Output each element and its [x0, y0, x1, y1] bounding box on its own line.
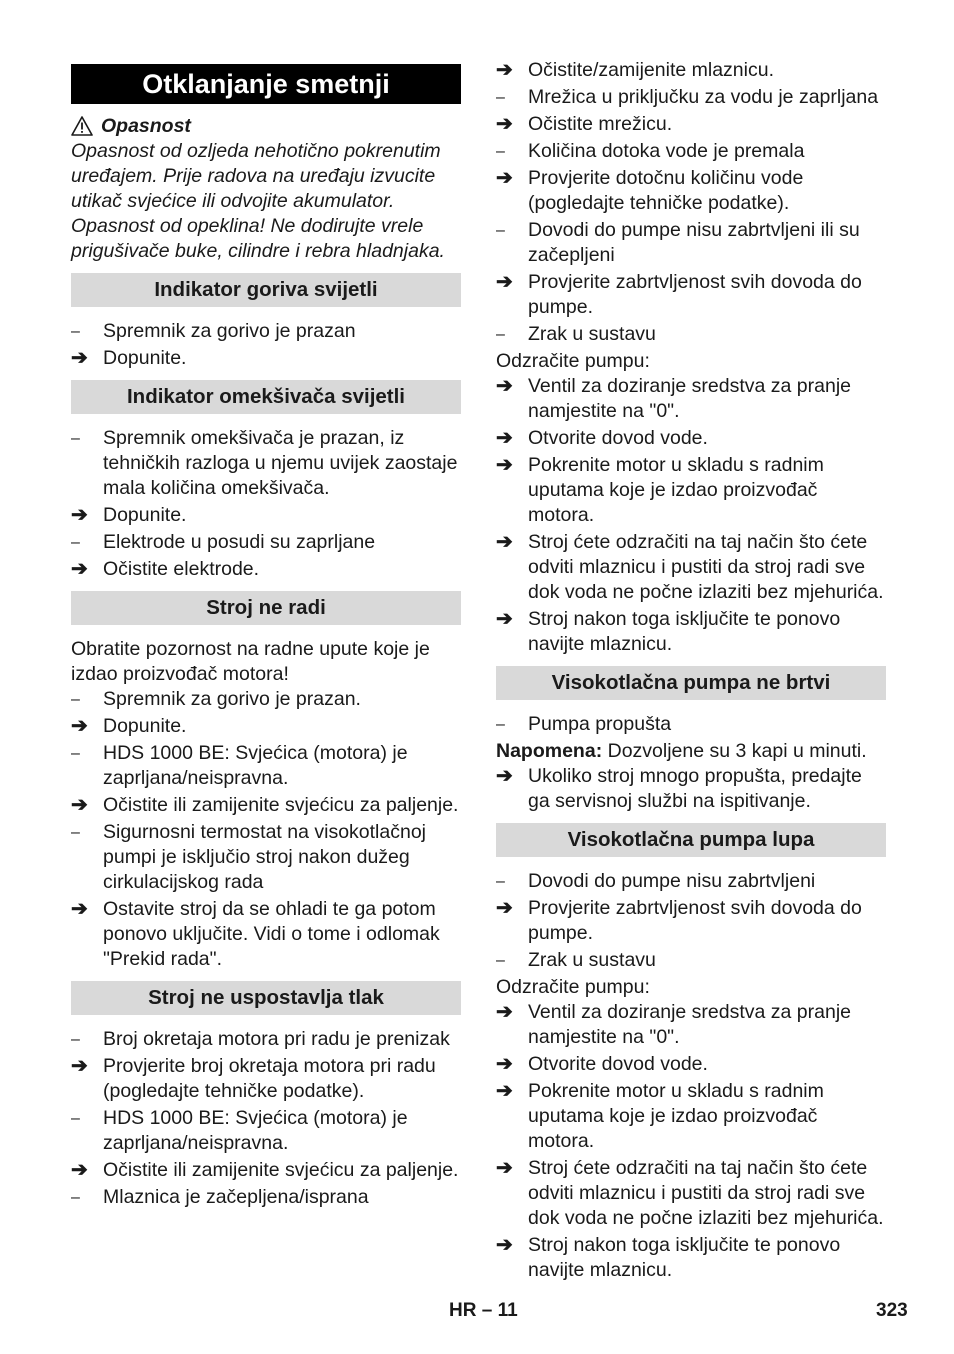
action-item	[71, 503, 461, 528]
cause-item	[71, 1185, 461, 1210]
action-item	[71, 793, 461, 818]
arrow-right-icon: ➔	[71, 794, 88, 816]
arrow-right-icon: ➔	[496, 1080, 513, 1102]
warning-label: Opasnost	[101, 114, 191, 137]
arrow-right-icon: ➔	[496, 1053, 513, 1075]
list-item-text: Ventil za doziranje sredstva za pranje namjestite na "0".	[528, 1001, 852, 1048]
dash-icon: –	[71, 430, 80, 447]
paragraph: Odzračite pumpu:	[496, 350, 650, 372]
cause-item	[71, 1027, 461, 1052]
dash-icon: –	[71, 824, 80, 841]
cause-item	[496, 712, 886, 737]
cause-item	[496, 869, 886, 894]
dash-icon: –	[496, 873, 505, 890]
arrow-right-icon: ➔	[496, 1001, 513, 1023]
cause-item	[71, 426, 461, 501]
section-title: Indikator goriva svijetli	[71, 273, 461, 307]
note-text: Dozvoljene su 3 kapi u minuti.	[602, 740, 867, 762]
footer-section-label: HR – 11	[449, 1300, 518, 1321]
list-item-text: Spremnik omekšivača je prazan, iz tehničkih razloga u njemu uvijek zaostaje mala količina omekšivača.	[103, 427, 458, 499]
arrow-right-icon: ➔	[496, 427, 513, 449]
right-sections	[496, 666, 886, 1283]
cause-item	[496, 139, 886, 164]
list-item-text: Mrežica u priključku za vodu je zaprljana	[528, 86, 879, 108]
list-item-text: Provjerite zabrtvljenost svih dovoda do pumpe.	[528, 897, 862, 944]
action-item	[71, 1054, 461, 1104]
action-item	[496, 1052, 886, 1077]
list-item-text: Očistite elektrode.	[103, 558, 260, 580]
list-item-text: Spremnik za gorivo je prazan.	[103, 688, 361, 710]
list-item-text: Stroj ćete odzračiti na taj način što ćete odviti mlaznicu i pustiti da stroj radi sve dok voda ne počne izlaziti bez mjehurića.	[528, 531, 884, 603]
list-item-text: Spremnik za gorivo je prazan	[103, 320, 356, 342]
paragraph: Obratite pozornost na radne upute koje je izdao proizvođač motora!	[71, 638, 430, 685]
cause-item	[71, 319, 461, 344]
left-sections	[71, 273, 461, 1210]
list-item-text: Elektrode u posudi su zaprljane	[103, 531, 376, 553]
list-item-text: Očistite ili zamijenite svjećicu za paljenje.	[103, 794, 459, 816]
action-item	[71, 557, 461, 582]
list-item-text: Ventil za doziranje sredstva za pranje namjestite na "0".	[528, 375, 852, 422]
list-item-text: Očistite mrežicu.	[528, 113, 673, 135]
list-item-text: Provjerite broj okretaja motora pri radu (pogledajte tehničke podatke).	[103, 1055, 436, 1102]
action-item	[71, 714, 461, 739]
cause-item	[71, 687, 461, 712]
list-item-text: Pokrenite motor u skladu s radnim uputama koje je izdao proizvođač motora.	[528, 454, 824, 526]
section-title: Stroj ne uspostavlja tlak	[71, 981, 461, 1015]
list-item-text: Otvorite dovod vode.	[528, 1053, 708, 1075]
dash-icon: –	[71, 1110, 80, 1127]
arrow-right-icon: ➔	[71, 558, 88, 580]
dash-icon: –	[71, 323, 80, 340]
action-item	[496, 607, 886, 657]
list-item-text: Pokrenite motor u skladu s radnim uputama koje je izdao proizvođač motora.	[528, 1080, 824, 1152]
dash-icon: –	[496, 89, 505, 106]
warning-triangle-icon	[71, 116, 93, 136]
list-item-text: Stroj ćete odzračiti na taj način što ćete odviti mlaznicu i pustiti da stroj radi sve dok voda ne počne izlaziti bez mjehurića.	[528, 1157, 884, 1229]
section-title: Visokotlačna pumpa lupa	[496, 823, 886, 857]
list-item-text: Dopunite.	[103, 715, 187, 737]
note-label: Napomena:	[496, 740, 603, 762]
footer-page-number: 323	[876, 1300, 908, 1321]
list-item-text: HDS 1000 BE: Svjećica (motora) je zaprljana/neispravna.	[103, 742, 408, 789]
dash-icon: –	[496, 326, 505, 343]
left-column	[71, 62, 461, 1212]
section-title: Stroj ne radi	[71, 591, 461, 625]
arrow-right-icon: ➔	[496, 271, 513, 293]
arrow-right-icon: ➔	[71, 1159, 88, 1181]
list-item-text: Ukoliko stroj mnogo propušta, predajte ga servisnoj službi na ispitivanje.	[528, 765, 862, 812]
cause-item	[496, 85, 886, 110]
action-item	[496, 374, 886, 424]
list-item-text: Stroj nakon toga isključite te ponovo navijte mlaznicu.	[528, 608, 841, 655]
paragraph: Odzračite pumpu:	[496, 976, 650, 998]
dash-icon: –	[496, 222, 505, 239]
dash-icon: –	[71, 691, 80, 708]
dash-icon: –	[71, 745, 80, 762]
dash-icon: –	[496, 143, 505, 160]
action-item	[496, 58, 886, 83]
action-item	[496, 1000, 886, 1050]
list-item-text: Broj okretaja motora pri radu je prenizak	[103, 1028, 450, 1050]
warning-heading	[71, 113, 461, 139]
cause-item	[71, 820, 461, 895]
arrow-right-icon: ➔	[71, 715, 88, 737]
list-item-text: Količina dotoka vode je premala	[528, 140, 805, 162]
list-item-text: Očistite/zamijenite mlaznicu.	[528, 59, 774, 81]
list-item-text: Ostavite stroj da se ohladi te ga potom ponovo uključite. Vidi o tome i odlomak "Prekid rada".	[103, 898, 440, 970]
list-item-text: Otvorite dovod vode.	[528, 427, 708, 449]
arrow-right-icon: ➔	[496, 59, 513, 81]
arrow-right-icon: ➔	[496, 531, 513, 553]
arrow-right-icon: ➔	[496, 608, 513, 630]
action-item	[496, 1079, 886, 1154]
action-item	[496, 166, 886, 216]
list-item-text: Dopunite.	[103, 504, 187, 526]
arrow-right-icon: ➔	[496, 167, 513, 189]
arrow-right-icon: ➔	[496, 454, 513, 476]
arrow-right-icon: ➔	[71, 504, 88, 526]
list-item-text: Dovodi do pumpe nisu zabrtvljeni ili su začepljeni	[528, 219, 860, 266]
list-item-text: Pumpa propušta	[528, 713, 672, 735]
dash-icon: –	[71, 534, 80, 551]
action-item	[496, 453, 886, 528]
dash-icon: –	[71, 1189, 80, 1206]
dash-icon: –	[496, 952, 505, 969]
action-item	[496, 764, 886, 814]
list-item-text: Provjerite dotočnu količinu vode (pogledajte tehničke podatke).	[528, 167, 804, 214]
arrow-right-icon: ➔	[71, 347, 88, 369]
action-item	[71, 346, 461, 371]
section-title: Visokotlačna pumpa ne brtvi	[496, 666, 886, 700]
action-item	[496, 270, 886, 320]
arrow-right-icon: ➔	[71, 898, 88, 920]
cause-item	[71, 1106, 461, 1156]
action-item	[496, 896, 886, 946]
list-item-text: Sigurnosni termostat na visokotlačnoj pumpi je isključio stroj nakon dužeg cirkulacijskog rada	[103, 821, 426, 893]
arrow-right-icon: ➔	[71, 1055, 88, 1077]
list-item-text: Dopunite.	[103, 347, 187, 369]
right-intro-list	[496, 58, 886, 657]
action-item	[71, 1158, 461, 1183]
dash-icon: –	[71, 1031, 80, 1048]
dash-icon: –	[496, 716, 505, 733]
list-item-text: Mlaznica je začepljena/isprana	[103, 1186, 369, 1208]
list-item-text: Očistite ili zamijenite svjećicu za paljenje.	[103, 1159, 459, 1181]
action-item	[496, 112, 886, 137]
arrow-right-icon: ➔	[496, 375, 513, 397]
list-item-text: Zrak u sustavu	[528, 949, 656, 971]
arrow-right-icon: ➔	[496, 1157, 513, 1179]
page-title: Otklanjanje smetnji	[71, 64, 461, 104]
cause-item	[71, 741, 461, 791]
cause-item	[496, 322, 886, 347]
action-item	[496, 1156, 886, 1231]
action-item	[496, 530, 886, 605]
arrow-right-icon: ➔	[496, 765, 513, 787]
arrow-right-icon: ➔	[496, 897, 513, 919]
note-paragraph	[496, 739, 886, 764]
list-item-text: Zrak u sustavu	[528, 323, 656, 345]
right-column	[496, 58, 886, 1285]
list-item-text: Dovodi do pumpe nisu zabrtvljeni	[528, 870, 816, 892]
list-item-text: Provjerite zabrtvljenost svih dovoda do pumpe.	[528, 271, 862, 318]
list-item-text: HDS 1000 BE: Svjećica (motora) je zaprljana/neispravna.	[103, 1107, 408, 1154]
action-item	[71, 897, 461, 972]
cause-item	[71, 530, 461, 555]
list-item-text: Stroj nakon toga isključite te ponovo navijte mlaznicu.	[528, 1234, 841, 1281]
cause-item	[496, 948, 886, 973]
arrow-right-icon: ➔	[496, 1234, 513, 1256]
warning-text: Opasnost od ozljeda nehotično pokrenutim uređajem. Prije radova na uređaju izvucite utikač svjećice ili odvojite akumulator. Opasnost od opeklina! Ne dodirujte vrele prigušivače buke, cilindre i rebra hladnjaka.	[71, 140, 445, 262]
cause-item	[496, 218, 886, 268]
section-title: Indikator omekšivača svijetli	[71, 380, 461, 414]
action-item	[496, 426, 886, 451]
action-item	[496, 1233, 886, 1283]
arrow-right-icon: ➔	[496, 113, 513, 135]
